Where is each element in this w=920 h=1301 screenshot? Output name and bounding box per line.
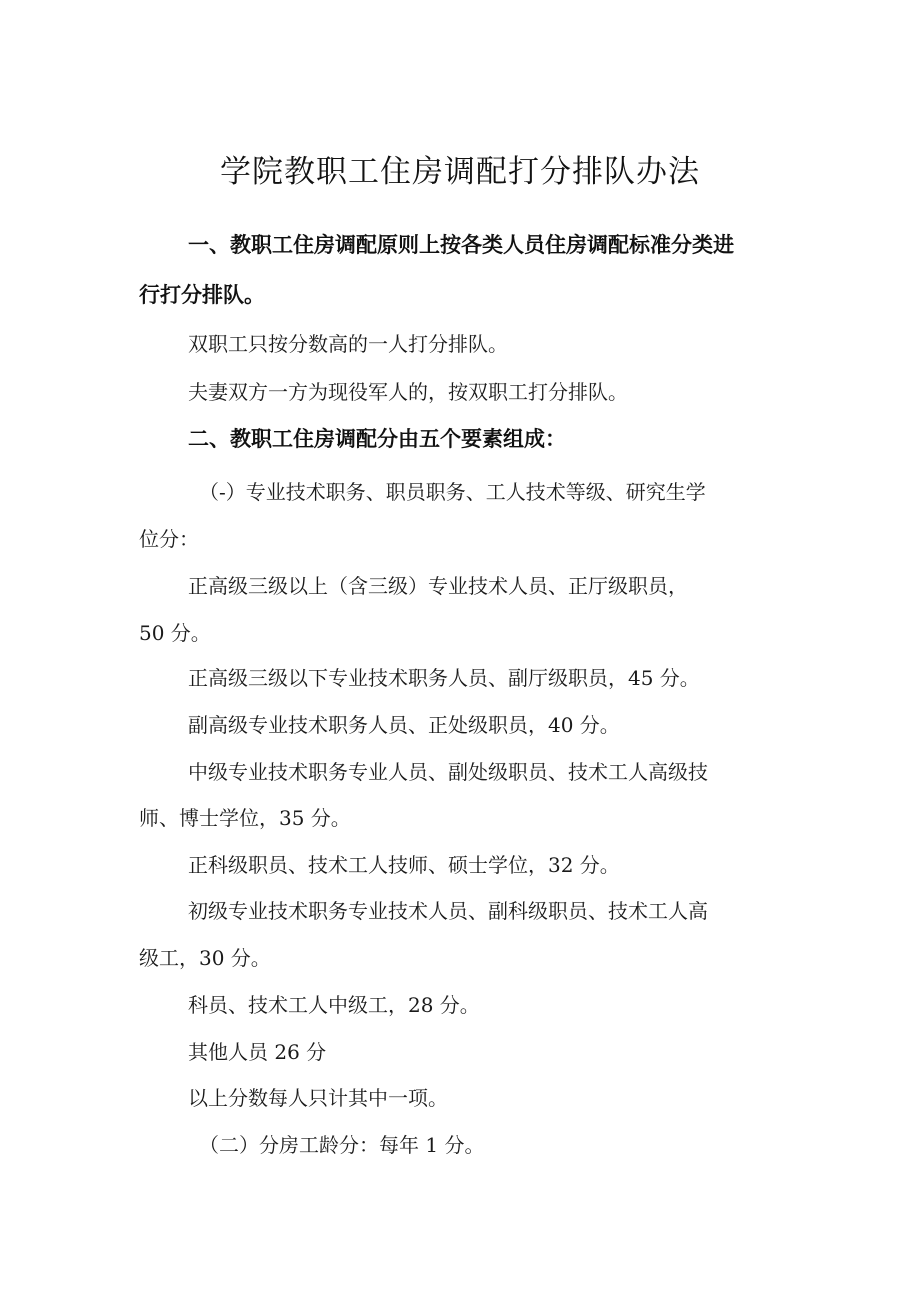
score-item-32: 正科级职员、技术工人技师、硕士学位，32 分。 bbox=[188, 853, 620, 877]
score-item-26: 其他人员 26 分 bbox=[188, 1040, 327, 1064]
score-item-35-line-2: 师、博士学位，35 分。 bbox=[139, 806, 351, 830]
section-1-heading-line-2: 行打分排队。 bbox=[139, 283, 265, 307]
score-item-35-line-1: 中级专业技术职务专业人员、副处级职员、技术工人高级技 bbox=[188, 760, 708, 784]
section-2-heading: 二、教职工住房调配分由五个要素组成： bbox=[188, 427, 566, 451]
subsection-1-heading-line-1: （-）专业技术职务、职员职务、工人技术等级、研究生学 bbox=[199, 480, 706, 504]
score-item-50-line-2: 50 分。 bbox=[139, 621, 211, 645]
score-item-28: 科员、技术工人中级工，28 分。 bbox=[188, 993, 480, 1017]
score-item-30-line-1: 初级专业技术职务专业技术人员、副科级职员、技术工人高 bbox=[188, 899, 708, 923]
score-note: 以上分数每人只计其中一项。 bbox=[188, 1086, 448, 1110]
score-item-45: 正高级三级以下专业技术职务人员、副厅级职员，45 分。 bbox=[188, 666, 700, 690]
subsection-1-heading-line-2: 位分： bbox=[139, 527, 199, 551]
paragraph-dual-worker: 双职工只按分数高的一人打分排队。 bbox=[188, 332, 508, 356]
section-1-heading-line-1: 一、教职工住房调配原则上按各类人员住房调配标准分类进 bbox=[188, 233, 734, 257]
paragraph-military-spouse: 夫妻双方一方为现役军人的，按双职工打分排队。 bbox=[188, 380, 628, 404]
subsection-2-heading: （二）分房工龄分：每年 1 分。 bbox=[199, 1133, 485, 1157]
score-item-40: 副高级专业技术职务人员、正处级职员，40 分。 bbox=[188, 713, 620, 737]
document-title: 学院教职工住房调配打分排队办法 bbox=[220, 154, 700, 190]
score-item-30-line-2: 级工，30 分。 bbox=[139, 946, 271, 970]
score-item-50-line-1: 正高级三级以上（含三级）专业技术人员、正厅级职员， bbox=[188, 574, 688, 598]
